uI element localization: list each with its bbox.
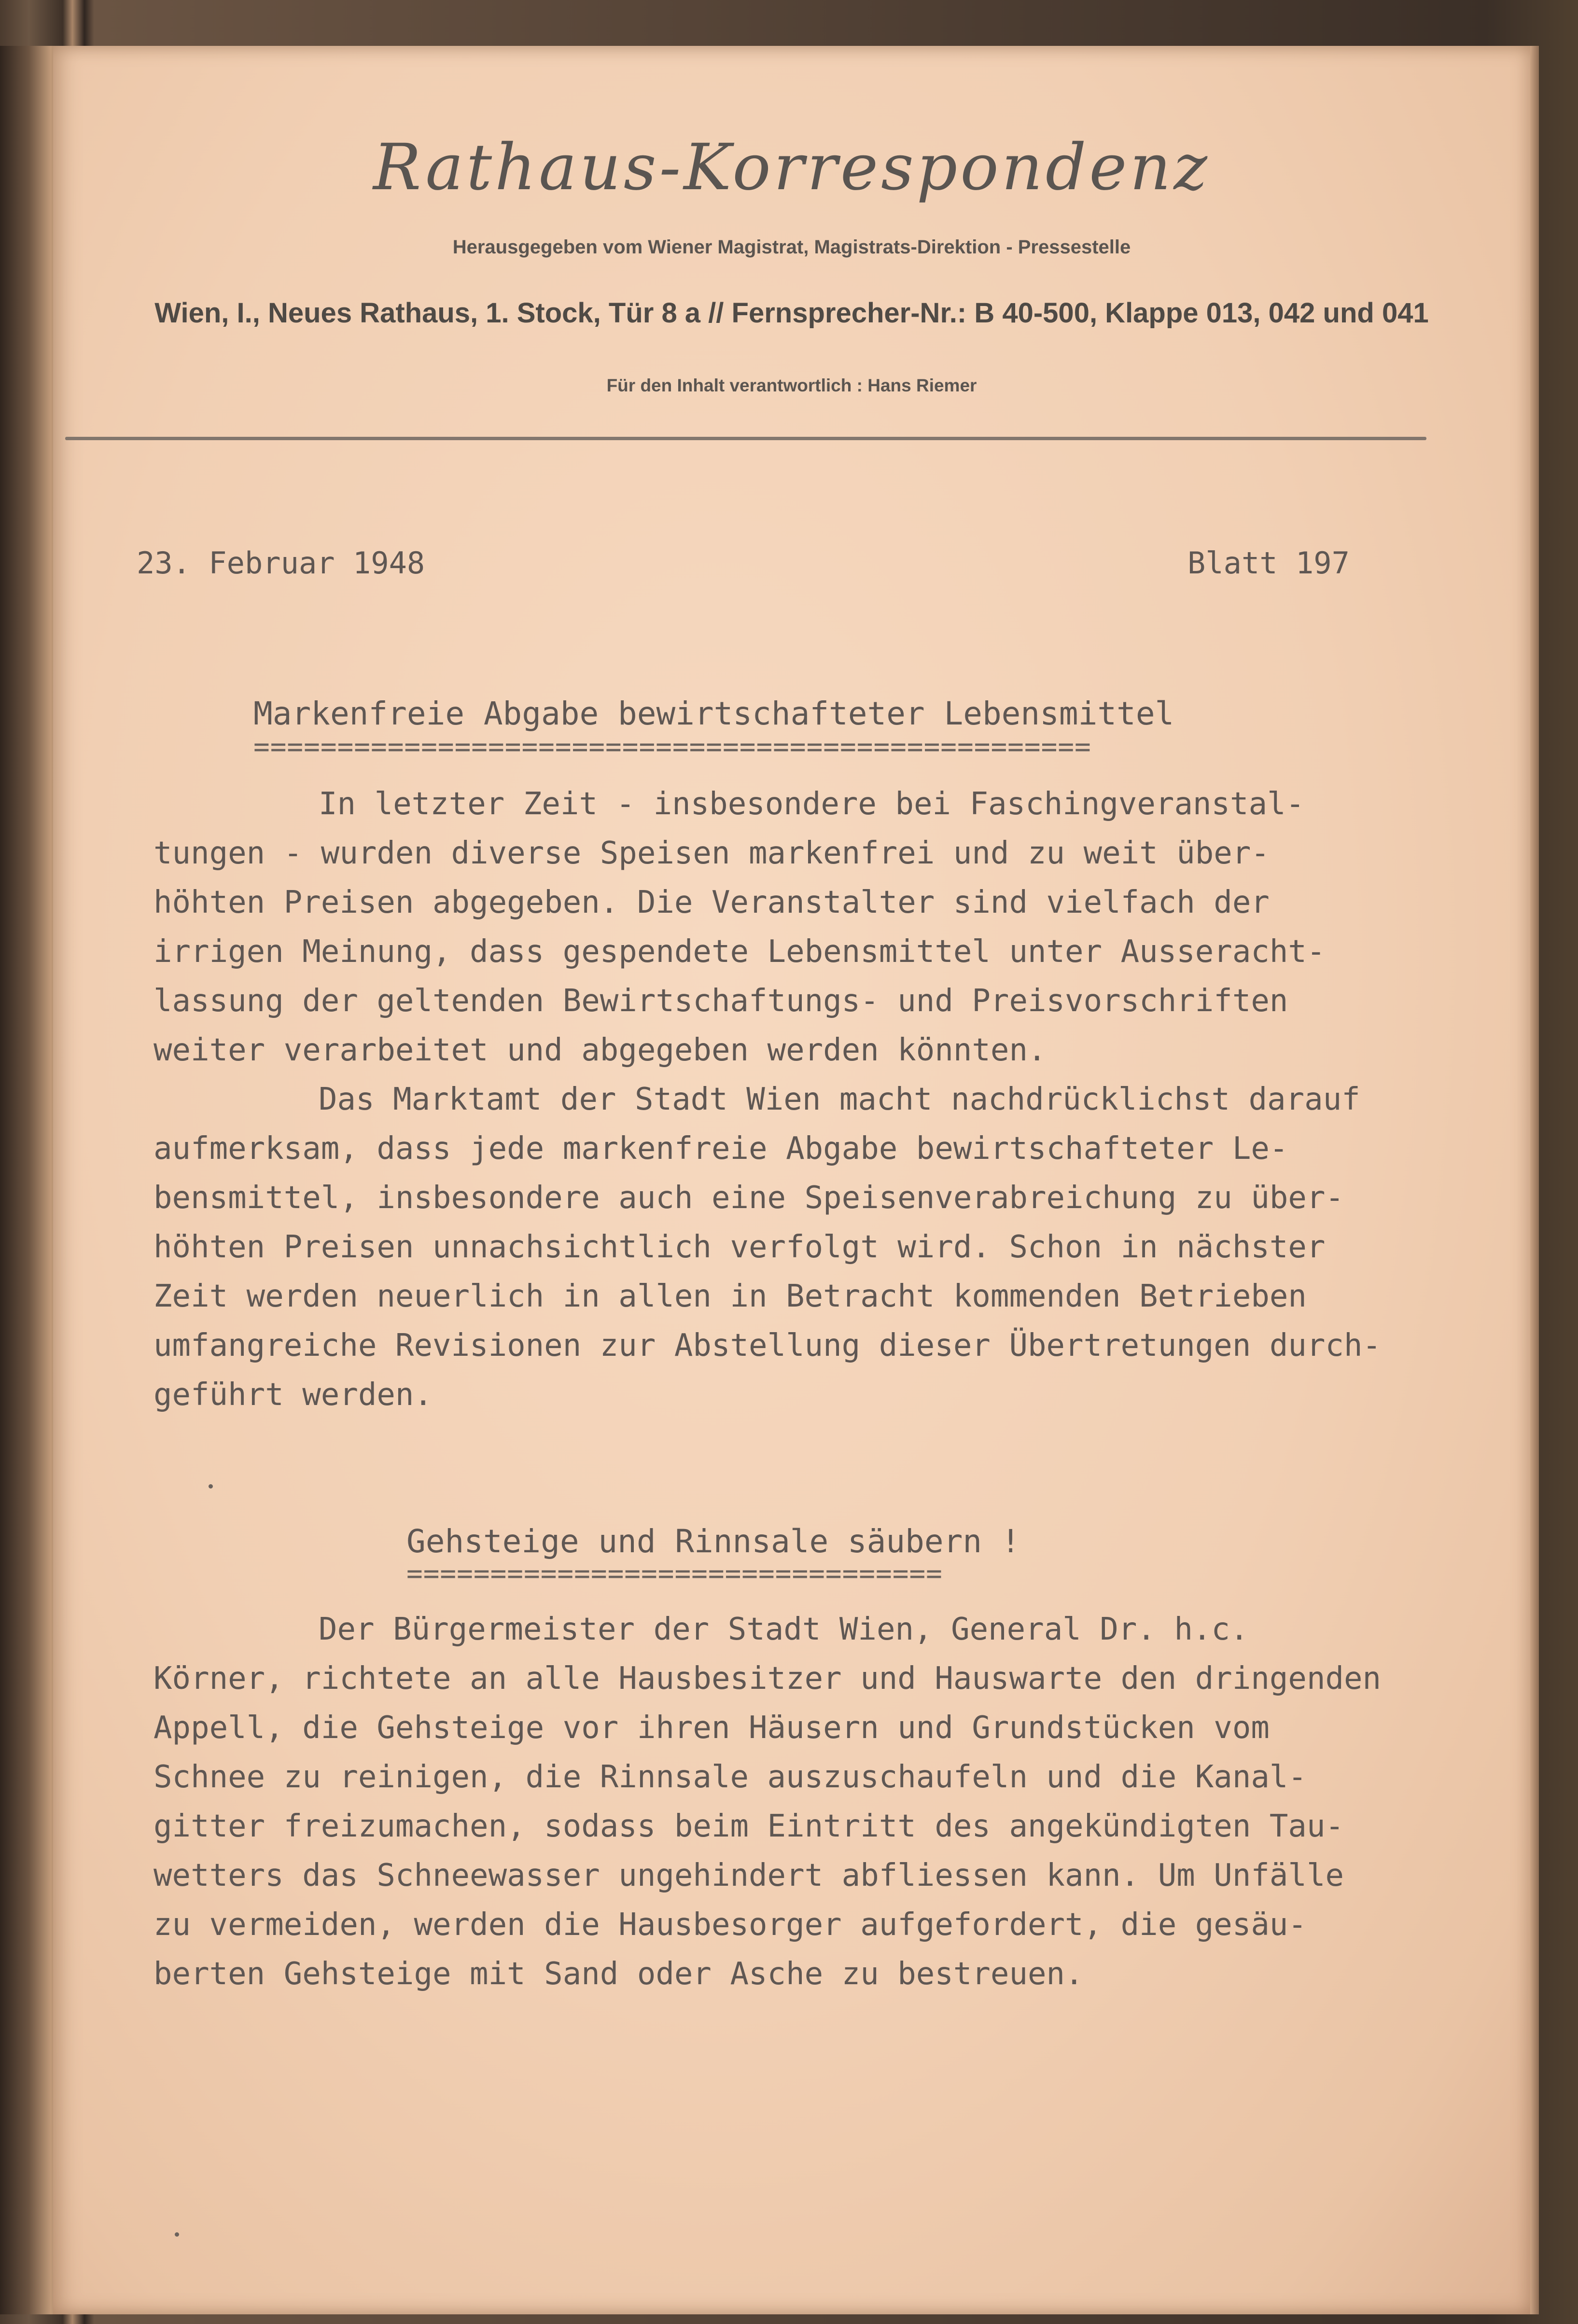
masthead-responsible: Für den Inhalt verantwortlich : Hans Riemer: [606, 376, 977, 395]
article1-line: tungen - wurden diverse Speisen markenfrei und zu weit über-: [154, 835, 1270, 871]
document-date: 23. Februar 1948: [137, 545, 425, 581]
article2-line: wetters das Schneewasser ungehindert abfliessen kann. Um Unfälle: [154, 1858, 1344, 1893]
article1-line: Zeit werden neuerlich in allen in Betracht kommenden Betrieben: [154, 1279, 1307, 1314]
article1-line: höhten Preisen abgegeben. Die Veranstalter sind vielfach der: [154, 885, 1270, 920]
article1-line: weiter verarbeitet und abgegeben werden könnten.: [154, 1032, 1047, 1068]
article1-title-underline: ==================================================: [253, 731, 1091, 763]
article1-line: irrigen Meinung, dass gespendete Lebensmittel unter Ausseracht-: [154, 934, 1326, 970]
article2-title: Gehsteige und Rinnsale säubern !: [406, 1523, 1020, 1560]
article1-line: höhten Preisen unnachsichtlich verfolgt wird. Schon in nächster: [154, 1229, 1326, 1265]
ink-speck: [209, 1484, 213, 1489]
sheet-number: Blatt 197: [1187, 545, 1350, 581]
article2-line: berten Gehsteige mit Sand oder Asche zu bestreuen.: [154, 1956, 1084, 1992]
article2-line: Körner, richtete an alle Hausbesitzer und Hauswarte den dringenden: [154, 1661, 1382, 1697]
masthead-title: Rathaus-Korrespondenz: [373, 130, 1210, 205]
article1-line: umfangreiche Revisionen zur Abstellung dieser Übertretungen durch-: [154, 1328, 1382, 1364]
page-edge: [1530, 46, 1539, 2314]
article1-line: Das Marktamt der Stadt Wien macht nachdrücklichst darauf: [319, 1082, 1360, 1117]
article1-line: geführt werden.: [154, 1377, 433, 1413]
article2-line: Appell, die Gehsteige vor ihren Häusern und Grundstücken vom: [154, 1710, 1270, 1746]
article2-line: Der Bürgermeister der Stadt Wien, General Dr. h.c.: [319, 1612, 1249, 1647]
article1-title: Markenfreie Abgabe bewirtschafteter Lebensmittel: [253, 695, 1174, 732]
masthead-rule: [65, 437, 1426, 440]
article2-line: Schnee zu reinigen, die Rinnsale auszuschaufeln und die Kanal-: [154, 1759, 1307, 1795]
article1-line: lassung der geltenden Bewirtschaftungs- und Preisvorschriften: [154, 983, 1288, 1019]
article1-line: In letzter Zeit - insbesondere bei Faschingveranstal-: [319, 786, 1305, 822]
article2-line: zu vermeiden, werden die Hausbesorger aufgefordert, die gesäu-: [154, 1907, 1307, 1943]
article2-title-underline: ================================: [406, 1558, 943, 1589]
article2-line: gitter freizumachen, sodass beim Eintritt des angekündigten Tau-: [154, 1809, 1344, 1844]
masthead-address: Wien, I., Neues Rathaus, 1. Stock, Tür 8 a // Fernsprecher-Nr.: B 40-500, Klappe 013, 042 und 041: [154, 297, 1429, 329]
masthead-publisher: Herausgegeben vom Wiener Magistrat, Magistrats-Direktion - Pressestelle: [452, 237, 1131, 258]
article1-line: aufmerksam, dass jede markenfreie Abgabe bewirtschafteter Le-: [154, 1131, 1288, 1167]
article1-line: bensmittel, insbesondere auch eine Speisenverabreichung zu über-: [154, 1180, 1344, 1216]
ink-speck: [175, 2232, 179, 2237]
